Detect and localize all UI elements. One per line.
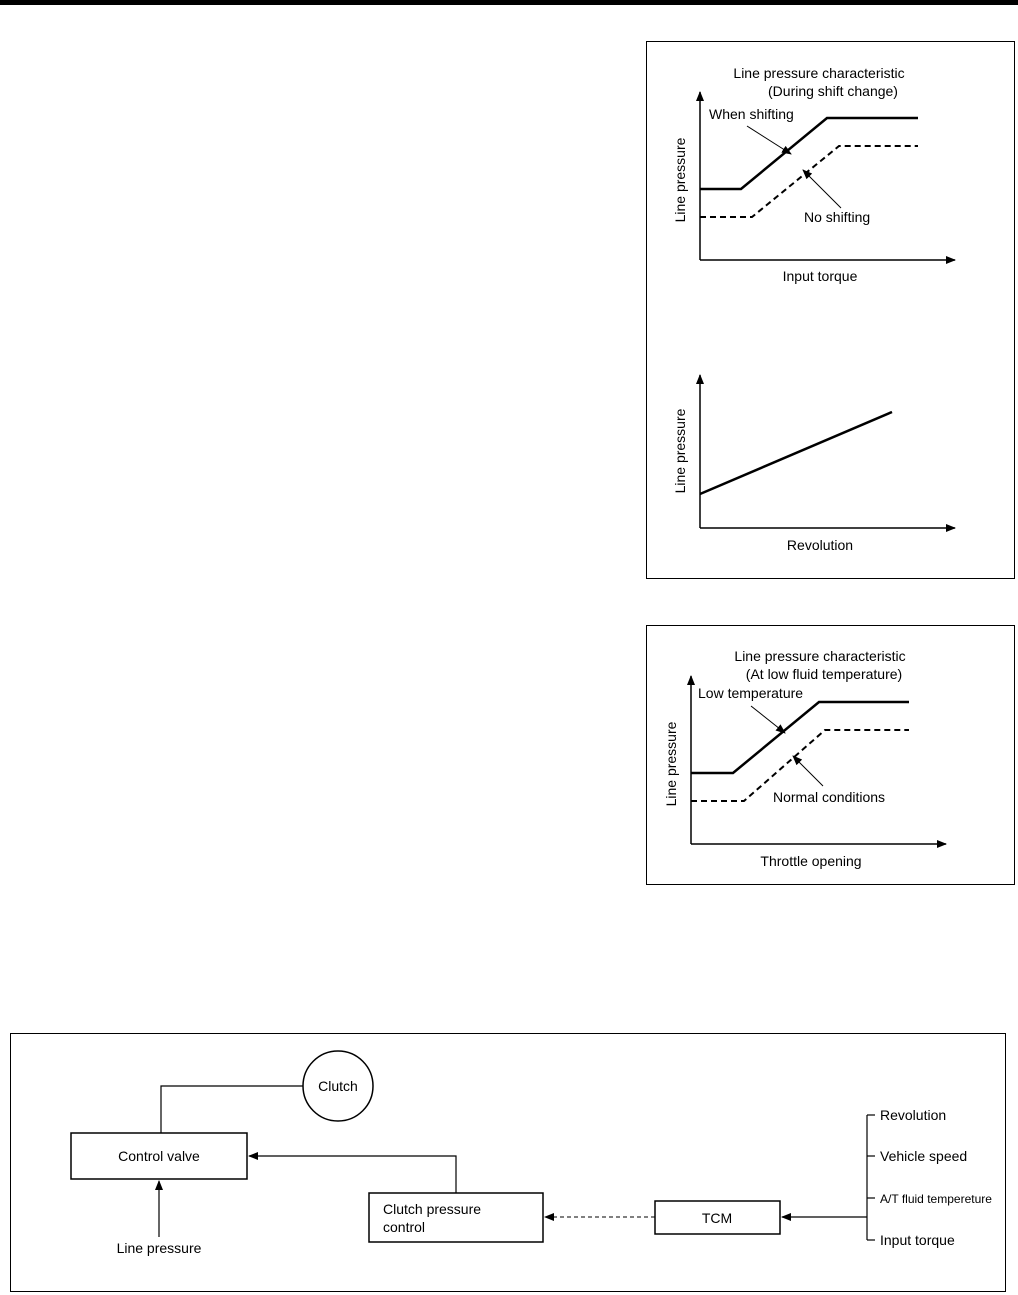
clutch-pressure-control-label-line1: Clutch pressure [383,1201,482,1217]
input-fluid-temperature-label: A/T fluid tempereture [880,1192,993,1206]
low-temp-chart-xlabel: Throttle opening [760,853,862,869]
shift-chart-title-line2: (During shift change) [768,83,898,99]
input-vehicle-speed-label: Vehicle speed [880,1148,968,1164]
line-pressure-charts-panel [646,41,1015,579]
when-shifting-label: When shifting [709,106,794,122]
low-temp-chart-title-line2: (At low fluid temperature) [745,666,903,682]
no-shifting-leader [803,170,841,208]
clutch-label: Clutch [318,1078,358,1094]
shift-change-and-revolution-charts [647,42,1013,577]
tcm-label: TCM [701,1210,733,1226]
normal-conditions-label: Normal conditions [773,789,886,805]
low-temperature-label: Low temperature [698,685,804,701]
low-temperature-chart [647,626,1013,883]
when-shifting-leader [747,126,791,154]
control-valve-label: Control valve [118,1148,200,1164]
top-rule [0,0,1018,5]
revolution-chart-ylabel: Line pressure [672,408,688,494]
valve-to-clutch-line [161,1086,303,1133]
low-temp-chart-ylabel: Line pressure [663,721,679,807]
shift-chart-ylabel: Line pressure [672,137,688,223]
low-temperature-leader [751,706,785,733]
when-shifting-line [700,118,918,189]
shift-chart-title-line1: Line pressure characteristic [733,65,905,81]
no-shifting-line [700,146,918,217]
pressure-control-to-valve-line [249,1156,456,1193]
low-temp-chart-title-line1: Line pressure characteristic [734,648,906,664]
clutch-pressure-block-diagram [11,1034,1004,1290]
revolution-chart-xlabel: Revolution [786,537,854,553]
no-shifting-label: No shifting [804,209,871,225]
line-pressure-label: Line pressure [116,1240,202,1256]
clutch-pressure-control-label-line2: control [383,1219,426,1235]
clutch-pressure-block-diagram-panel [10,1033,1006,1292]
low-temperature-chart-panel [646,625,1015,885]
input-revolution-label: Revolution [880,1107,947,1123]
revolution-line [700,412,892,494]
shift-chart-xlabel: Input torque [782,268,858,284]
normal-conditions-leader [793,756,823,786]
input-torque-label: Input torque [880,1232,955,1248]
